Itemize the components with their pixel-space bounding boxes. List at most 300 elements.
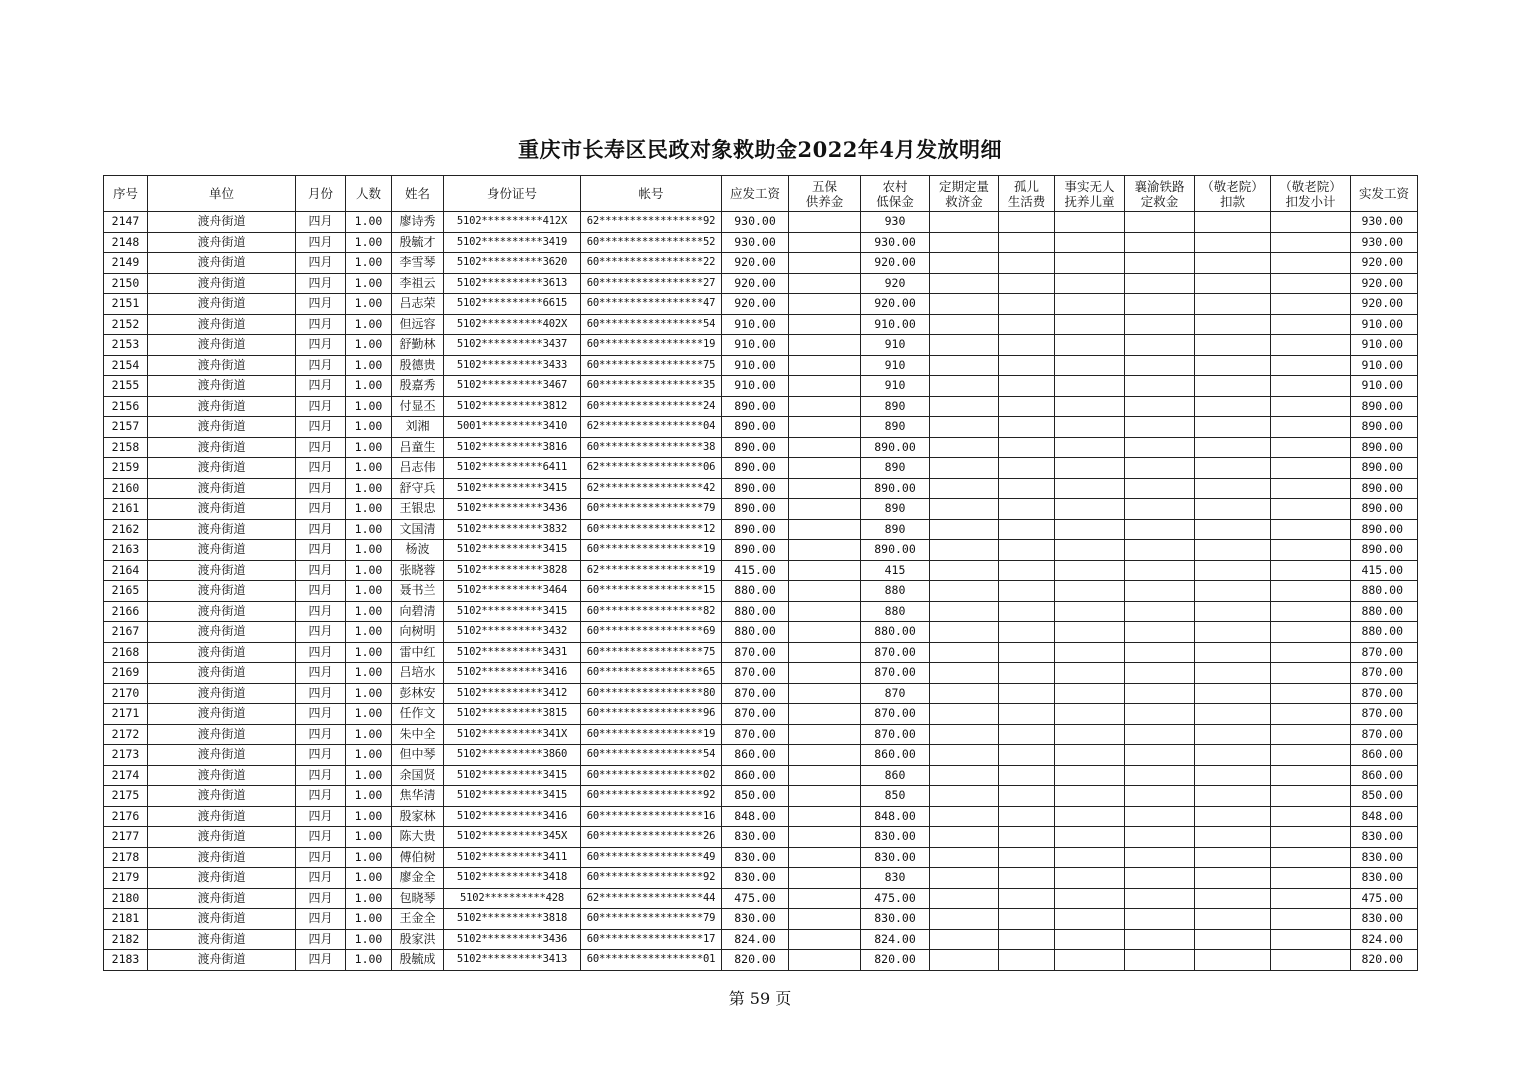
cell-name: 吕志伟 <box>392 458 444 479</box>
cell-count: 1.00 <box>346 601 392 622</box>
cell-xiangyu-railway <box>1125 704 1195 725</box>
cell-account: 62*****************19 <box>581 560 722 581</box>
cell-nursing-deduction <box>1195 724 1271 745</box>
cell-wubao <box>789 888 861 909</box>
cell-nursing-deduction <box>1195 704 1271 725</box>
cell-payable: 890.00 <box>722 458 789 479</box>
cell-seq: 2172 <box>104 724 148 745</box>
cell-regular-relief <box>930 540 999 561</box>
cell-payable: 920.00 <box>722 273 789 294</box>
cell-unit: 渡舟街道 <box>148 868 296 889</box>
cell-actual-pay: 830.00 <box>1351 847 1418 868</box>
cell-nursing-deduction-subtotal <box>1271 622 1351 643</box>
table-row <box>104 294 1418 315</box>
cell-account: 62*****************44 <box>581 888 722 909</box>
table-row <box>104 929 1418 950</box>
cell-rural-dibao: 910 <box>861 335 930 356</box>
cell-nursing-deduction <box>1195 499 1271 520</box>
cell-orphan <box>999 212 1055 233</box>
cell-orphan <box>999 417 1055 438</box>
cell-unit: 渡舟街道 <box>148 622 296 643</box>
cell-wubao <box>789 294 861 315</box>
cell-id-number: 5102**********402X <box>444 314 581 335</box>
cell-month: 四月 <box>296 478 346 499</box>
cell-wubao <box>789 950 861 971</box>
cell-payable: 880.00 <box>722 581 789 602</box>
cell-wubao <box>789 335 861 356</box>
cell-id-number: 5102**********3816 <box>444 437 581 458</box>
cell-rural-dibao: 870.00 <box>861 724 930 745</box>
cell-payable: 870.00 <box>722 663 789 684</box>
cell-wubao <box>789 704 861 725</box>
cell-xiangyu-railway <box>1125 642 1195 663</box>
header-nursing-deduction-line: 扣款 <box>1219 193 1245 209</box>
cell-payable: 830.00 <box>722 909 789 930</box>
cell-actual-pay: 880.00 <box>1351 601 1418 622</box>
cell-payable: 870.00 <box>722 724 789 745</box>
cell-xiangyu-railway <box>1125 273 1195 294</box>
cell-xiangyu-railway <box>1125 909 1195 930</box>
cell-name: 廖诗秀 <box>392 212 444 233</box>
cell-payable: 890.00 <box>722 437 789 458</box>
cell-nursing-deduction-subtotal <box>1271 335 1351 356</box>
cell-name: 但中琴 <box>392 745 444 766</box>
cell-account: 60*****************22 <box>581 253 722 274</box>
cell-month: 四月 <box>296 581 346 602</box>
cell-unit: 渡舟街道 <box>148 950 296 971</box>
cell-nursing-deduction-subtotal <box>1271 724 1351 745</box>
cell-rural-dibao: 890.00 <box>861 540 930 561</box>
cell-rural-dibao: 830 <box>861 868 930 889</box>
table-row <box>104 745 1418 766</box>
cell-count: 1.00 <box>346 560 392 581</box>
cell-actual-pay: 870.00 <box>1351 642 1418 663</box>
cell-regular-relief <box>930 396 999 417</box>
header-unsupported-child-line: 事实无人 <box>1064 178 1115 194</box>
cell-payable: 870.00 <box>722 704 789 725</box>
cell-rural-dibao: 910 <box>861 355 930 376</box>
cell-unit: 渡舟街道 <box>148 335 296 356</box>
cell-id-number: 5102**********428 <box>444 888 581 909</box>
cell-orphan <box>999 376 1055 397</box>
cell-unit: 渡舟街道 <box>148 683 296 704</box>
cell-nursing-deduction-subtotal <box>1271 540 1351 561</box>
cell-id-number: 5102**********3416 <box>444 663 581 684</box>
header-nursing-deduction-subtotal-line: （敬老院） <box>1279 178 1342 194</box>
cell-unit: 渡舟街道 <box>148 786 296 807</box>
table-row <box>104 499 1418 520</box>
cell-unsupported-child <box>1055 458 1125 479</box>
cell-payable: 860.00 <box>722 745 789 766</box>
table-row <box>104 642 1418 663</box>
table-row <box>104 560 1418 581</box>
cell-nursing-deduction <box>1195 642 1271 663</box>
header-seq-line: 序号 <box>112 186 138 201</box>
table-row <box>104 601 1418 622</box>
cell-unsupported-child <box>1055 909 1125 930</box>
cell-wubao <box>789 868 861 889</box>
cell-month: 四月 <box>296 314 346 335</box>
cell-id-number: 5102**********3418 <box>444 868 581 889</box>
cell-seq: 2158 <box>104 437 148 458</box>
cell-name: 刘湘 <box>392 417 444 438</box>
header-actual-pay <box>1351 176 1418 212</box>
cell-account: 62*****************92 <box>581 212 722 233</box>
cell-id-number: 5102**********3467 <box>444 376 581 397</box>
cell-seq: 2164 <box>104 560 148 581</box>
cell-account: 60*****************69 <box>581 622 722 643</box>
cell-xiangyu-railway <box>1125 663 1195 684</box>
table-row <box>104 212 1418 233</box>
cell-account: 60*****************15 <box>581 581 722 602</box>
cell-regular-relief <box>930 437 999 458</box>
cell-account: 60*****************79 <box>581 909 722 930</box>
cell-unit: 渡舟街道 <box>148 437 296 458</box>
cell-count: 1.00 <box>346 786 392 807</box>
header-account <box>581 176 722 212</box>
cell-count: 1.00 <box>346 519 392 540</box>
cell-account: 60*****************79 <box>581 499 722 520</box>
cell-wubao <box>789 417 861 438</box>
cell-payable: 824.00 <box>722 929 789 950</box>
cell-month: 四月 <box>296 806 346 827</box>
cell-name: 王银忠 <box>392 499 444 520</box>
cell-payable: 930.00 <box>722 232 789 253</box>
table-row <box>104 827 1418 848</box>
cell-count: 1.00 <box>346 929 392 950</box>
cell-payable: 415.00 <box>722 560 789 581</box>
cell-unsupported-child <box>1055 806 1125 827</box>
cell-id-number: 5102**********3436 <box>444 499 581 520</box>
cell-actual-pay: 890.00 <box>1351 437 1418 458</box>
table-row <box>104 232 1418 253</box>
cell-seq: 2156 <box>104 396 148 417</box>
cell-xiangyu-railway <box>1125 765 1195 786</box>
table-row <box>104 355 1418 376</box>
cell-count: 1.00 <box>346 540 392 561</box>
table-row <box>104 704 1418 725</box>
cell-rural-dibao: 920.00 <box>861 253 930 274</box>
cell-count: 1.00 <box>346 499 392 520</box>
table-row <box>104 786 1418 807</box>
cell-actual-pay: 910.00 <box>1351 376 1418 397</box>
cell-nursing-deduction <box>1195 745 1271 766</box>
cell-wubao <box>789 581 861 602</box>
cell-unit: 渡舟街道 <box>148 704 296 725</box>
cell-unsupported-child <box>1055 663 1125 684</box>
cell-unsupported-child <box>1055 929 1125 950</box>
cell-seq: 2153 <box>104 335 148 356</box>
header-month <box>296 176 346 212</box>
cell-xiangyu-railway <box>1125 724 1195 745</box>
cell-id-number: 5102**********3812 <box>444 396 581 417</box>
cell-rural-dibao: 870.00 <box>861 704 930 725</box>
cell-payable: 860.00 <box>722 765 789 786</box>
cell-count: 1.00 <box>346 683 392 704</box>
cell-actual-pay: 830.00 <box>1351 827 1418 848</box>
cell-unsupported-child <box>1055 642 1125 663</box>
cell-payable: 850.00 <box>722 786 789 807</box>
cell-actual-pay: 880.00 <box>1351 581 1418 602</box>
header-unsupported-child <box>1055 176 1125 212</box>
cell-seq: 2180 <box>104 888 148 909</box>
cell-count: 1.00 <box>346 314 392 335</box>
cell-rural-dibao: 910 <box>861 376 930 397</box>
header-row <box>104 176 1418 212</box>
cell-account: 60*****************12 <box>581 519 722 540</box>
cell-name: 傅伯树 <box>392 847 444 868</box>
cell-seq: 2150 <box>104 273 148 294</box>
cell-actual-pay: 830.00 <box>1351 909 1418 930</box>
cell-seq: 2177 <box>104 827 148 848</box>
cell-rural-dibao: 920.00 <box>861 294 930 315</box>
cell-regular-relief <box>930 417 999 438</box>
header-actual-pay-line: 实发工资 <box>1358 186 1409 201</box>
cell-orphan <box>999 622 1055 643</box>
cell-name: 殷家洪 <box>392 929 444 950</box>
cell-seq: 2147 <box>104 212 148 233</box>
cell-rural-dibao: 870.00 <box>861 663 930 684</box>
cell-month: 四月 <box>296 253 346 274</box>
cell-actual-pay: 910.00 <box>1351 355 1418 376</box>
cell-regular-relief <box>930 704 999 725</box>
cell-unsupported-child <box>1055 273 1125 294</box>
cell-nursing-deduction <box>1195 765 1271 786</box>
document-title: 重庆市长寿区民政对象救助金2022年4月发放明细 <box>517 137 1003 162</box>
cell-regular-relief <box>930 745 999 766</box>
cell-nursing-deduction <box>1195 519 1271 540</box>
cell-actual-pay: 824.00 <box>1351 929 1418 950</box>
header-month-line: 月份 <box>307 186 333 201</box>
cell-month: 四月 <box>296 417 346 438</box>
cell-month: 四月 <box>296 868 346 889</box>
cell-regular-relief <box>930 212 999 233</box>
cell-wubao <box>789 765 861 786</box>
cell-nursing-deduction <box>1195 786 1271 807</box>
cell-account: 60*****************02 <box>581 765 722 786</box>
cell-wubao <box>789 622 861 643</box>
cell-month: 四月 <box>296 786 346 807</box>
cell-orphan <box>999 786 1055 807</box>
cell-account: 60*****************01 <box>581 950 722 971</box>
cell-account: 62*****************06 <box>581 458 722 479</box>
cell-regular-relief <box>930 888 999 909</box>
cell-unit: 渡舟街道 <box>148 806 296 827</box>
cell-unit: 渡舟街道 <box>148 499 296 520</box>
cell-unsupported-child <box>1055 396 1125 417</box>
cell-unit: 渡舟街道 <box>148 396 296 417</box>
cell-payable: 910.00 <box>722 314 789 335</box>
cell-count: 1.00 <box>346 950 392 971</box>
cell-account: 60*****************24 <box>581 396 722 417</box>
cell-month: 四月 <box>296 499 346 520</box>
cell-month: 四月 <box>296 765 346 786</box>
cell-unsupported-child <box>1055 601 1125 622</box>
table-row <box>104 868 1418 889</box>
cell-payable: 890.00 <box>722 519 789 540</box>
cell-name: 余国贤 <box>392 765 444 786</box>
cell-id-number: 5102**********3415 <box>444 478 581 499</box>
cell-id-number: 5102**********3431 <box>444 642 581 663</box>
cell-payable: 890.00 <box>722 396 789 417</box>
cell-name: 殷德贵 <box>392 355 444 376</box>
cell-count: 1.00 <box>346 642 392 663</box>
cell-payable: 880.00 <box>722 601 789 622</box>
cell-regular-relief <box>930 827 999 848</box>
cell-regular-relief <box>930 376 999 397</box>
cell-nursing-deduction <box>1195 888 1271 909</box>
cell-id-number: 5102**********3613 <box>444 273 581 294</box>
cell-payable: 848.00 <box>722 806 789 827</box>
cell-regular-relief <box>930 253 999 274</box>
cell-name: 雷中红 <box>392 642 444 663</box>
cell-wubao <box>789 601 861 622</box>
cell-rural-dibao: 848.00 <box>861 806 930 827</box>
cell-regular-relief <box>930 294 999 315</box>
table-row <box>104 683 1418 704</box>
cell-regular-relief <box>930 335 999 356</box>
cell-unsupported-child <box>1055 950 1125 971</box>
cell-xiangyu-railway <box>1125 683 1195 704</box>
cell-month: 四月 <box>296 437 346 458</box>
cell-unit: 渡舟街道 <box>148 765 296 786</box>
cell-month: 四月 <box>296 888 346 909</box>
cell-name: 李祖云 <box>392 273 444 294</box>
table-row <box>104 765 1418 786</box>
cell-orphan <box>999 396 1055 417</box>
cell-month: 四月 <box>296 683 346 704</box>
table-row <box>104 335 1418 356</box>
cell-actual-pay: 890.00 <box>1351 396 1418 417</box>
cell-id-number: 5102**********3432 <box>444 622 581 643</box>
header-nursing-deduction-line: （敬老院） <box>1201 178 1264 194</box>
cell-actual-pay: 890.00 <box>1351 417 1418 438</box>
cell-rural-dibao: 890 <box>861 396 930 417</box>
cell-orphan <box>999 847 1055 868</box>
cell-count: 1.00 <box>346 273 392 294</box>
cell-payable: 830.00 <box>722 827 789 848</box>
cell-regular-relief <box>930 765 999 786</box>
cell-name: 焦华清 <box>392 786 444 807</box>
cell-nursing-deduction-subtotal <box>1271 212 1351 233</box>
cell-id-number: 5102**********345X <box>444 827 581 848</box>
cell-nursing-deduction-subtotal <box>1271 745 1351 766</box>
cell-name: 杨波 <box>392 540 444 561</box>
cell-unsupported-child <box>1055 745 1125 766</box>
cell-payable: 870.00 <box>722 642 789 663</box>
cell-rural-dibao: 930 <box>861 212 930 233</box>
cell-account: 60*****************52 <box>581 232 722 253</box>
cell-payable: 910.00 <box>722 355 789 376</box>
cell-orphan <box>999 663 1055 684</box>
cell-rural-dibao: 475.00 <box>861 888 930 909</box>
cell-wubao <box>789 499 861 520</box>
cell-payable: 820.00 <box>722 950 789 971</box>
table-row <box>104 581 1418 602</box>
cell-rural-dibao: 890 <box>861 417 930 438</box>
cell-regular-relief <box>930 786 999 807</box>
cell-unsupported-child <box>1055 478 1125 499</box>
cell-xiangyu-railway <box>1125 827 1195 848</box>
cell-wubao <box>789 929 861 950</box>
cell-orphan <box>999 294 1055 315</box>
header-regular-relief <box>930 176 999 212</box>
cell-unit: 渡舟街道 <box>148 417 296 438</box>
cell-count: 1.00 <box>346 335 392 356</box>
cell-unsupported-child <box>1055 888 1125 909</box>
cell-unsupported-child <box>1055 519 1125 540</box>
cell-regular-relief <box>930 273 999 294</box>
cell-account: 60*****************92 <box>581 786 722 807</box>
cell-nursing-deduction-subtotal <box>1271 581 1351 602</box>
cell-wubao <box>789 745 861 766</box>
cell-seq: 2165 <box>104 581 148 602</box>
table-body <box>104 212 1418 971</box>
cell-unsupported-child <box>1055 827 1125 848</box>
cell-seq: 2162 <box>104 519 148 540</box>
cell-seq: 2175 <box>104 786 148 807</box>
cell-month: 四月 <box>296 458 346 479</box>
cell-name: 殷毓成 <box>392 950 444 971</box>
cell-seq: 2163 <box>104 540 148 561</box>
cell-name: 殷嘉秀 <box>392 376 444 397</box>
cell-wubao <box>789 806 861 827</box>
cell-nursing-deduction <box>1195 232 1271 253</box>
cell-count: 1.00 <box>346 868 392 889</box>
table-row <box>104 396 1418 417</box>
cell-xiangyu-railway <box>1125 806 1195 827</box>
cell-rural-dibao: 890.00 <box>861 437 930 458</box>
cell-name: 包晓琴 <box>392 888 444 909</box>
cell-xiangyu-railway <box>1125 417 1195 438</box>
cell-unit: 渡舟街道 <box>148 540 296 561</box>
cell-unit: 渡舟街道 <box>148 212 296 233</box>
cell-unsupported-child <box>1055 253 1125 274</box>
cell-count: 1.00 <box>346 724 392 745</box>
cell-payable: 910.00 <box>722 335 789 356</box>
table-row <box>104 519 1418 540</box>
cell-actual-pay: 890.00 <box>1351 478 1418 499</box>
cell-regular-relief <box>930 909 999 930</box>
cell-count: 1.00 <box>346 663 392 684</box>
cell-seq: 2173 <box>104 745 148 766</box>
cell-unit: 渡舟街道 <box>148 478 296 499</box>
table-row <box>104 478 1418 499</box>
cell-unit: 渡舟街道 <box>148 294 296 315</box>
cell-nursing-deduction <box>1195 458 1271 479</box>
cell-orphan <box>999 314 1055 335</box>
cell-nursing-deduction-subtotal <box>1271 950 1351 971</box>
cell-account: 60*****************49 <box>581 847 722 868</box>
cell-unit: 渡舟街道 <box>148 458 296 479</box>
cell-nursing-deduction-subtotal <box>1271 232 1351 253</box>
cell-payable: 870.00 <box>722 683 789 704</box>
cell-actual-pay: 890.00 <box>1351 499 1418 520</box>
cell-nursing-deduction <box>1195 601 1271 622</box>
cell-unit: 渡舟街道 <box>148 232 296 253</box>
cell-count: 1.00 <box>346 478 392 499</box>
cell-nursing-deduction-subtotal <box>1271 765 1351 786</box>
cell-nursing-deduction-subtotal <box>1271 560 1351 581</box>
cell-count: 1.00 <box>346 806 392 827</box>
cell-actual-pay: 920.00 <box>1351 253 1418 274</box>
cell-count: 1.00 <box>346 396 392 417</box>
cell-orphan <box>999 683 1055 704</box>
cell-id-number: 5102**********3832 <box>444 519 581 540</box>
cell-xiangyu-railway <box>1125 540 1195 561</box>
cell-account: 60*****************80 <box>581 683 722 704</box>
cell-orphan <box>999 765 1055 786</box>
